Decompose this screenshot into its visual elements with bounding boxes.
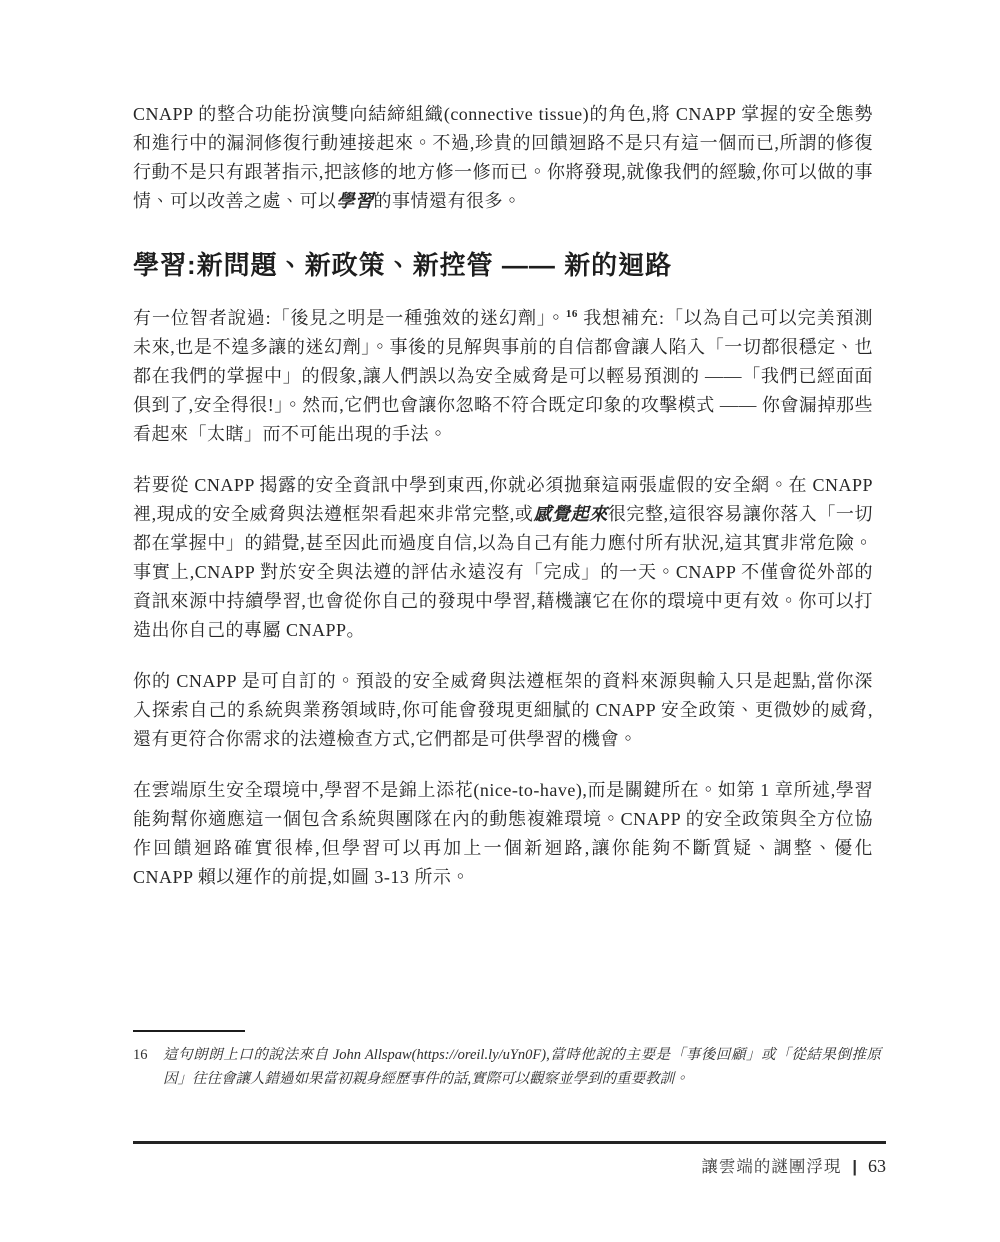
page-footer (133, 1141, 886, 1177)
footnote-text (163, 1043, 881, 1091)
paragraph-learning-loop: 在雲端原生安全環境中,學習不是錦上添花(nice-to-have),而是關鍵所在。如第 1 章所述,學習能夠幫你適應這一個包含系統與團隊在內的動態複雜環境。CNAPP 的安全政策與全方位協作回饋迴路確實很棒,但學習可以再加上一個新迴路,讓你能夠不斷質疑、調整、優化 CNAPP 賴以運作的前提,如圖 3-13 所示。 (133, 780, 873, 887)
intro-paragraph-tail: 的事情還有很多。 (373, 191, 522, 211)
paragraph-false-safety-net (133, 471, 873, 645)
footnote-16 (133, 1043, 881, 1091)
footer-line (133, 1153, 886, 1177)
page-number: 63 (868, 1155, 886, 1176)
footnote-text-post: ),當時他說的主要是「事後回顧」或「從結果倒推原因」往往會讓人錯過如果當初親身經歷事件的話,實際可以觀察並學到的重要教訓。 (163, 1047, 882, 1087)
chapter-title: 讓雲端的謎團浮現 (701, 1157, 842, 1176)
paragraph-customizable-cnapp: 你的 CNAPP 是可自訂的。預設的安全威脅與法遵框架的資料來源與輸入只是起點,當你深入探索自己的系統與業務領域時,你可能會發現更細膩的 CNAPP 安全政策、更微妙的威脅,還有更符合你需求的法遵檢查方式,它們都是可供學習的機會。 (133, 671, 873, 749)
emphasis-feels-like: 感覺起來 (533, 504, 608, 524)
footnote-reference-16: 16 (565, 308, 578, 320)
paragraph-false-safety-net-text: 若要從 CNAPP 揭露的安全資訊中學到東西,你就必須拋棄這兩張虛假的安全網。在 CNAPP 裡,現成的安全威脅與法遵框架看起來非常完整,或 (133, 475, 873, 524)
footnote-marker: 16 (133, 1047, 148, 1063)
paragraph-hindsight-text: 有一位智者說過:「後見之明是一種強效的迷幻劑」。 (133, 308, 566, 328)
footnote-text-pre: 這句朗朗上口的說法來自 John Allspaw( (163, 1047, 417, 1063)
footnote-block (133, 1030, 881, 1091)
footer-rule (133, 1141, 886, 1144)
footnote-separator-rule (133, 1030, 245, 1032)
paragraph-false-safety-net-tail: 很完整,這很容易讓你落入「一切都在掌握中」的錯覺,甚至因此而過度自信,以為自己有能力應付所有狀況,這其實非常危險。事實上,CNAPP 對於安全與法遵的評估永遠沒有「完成」的一天。CNAPP 不僅會從外部的資訊來源中持續學習,也會從你自己的發現中學習,藉機讓它在你的環境中更有效。你可以打造出你自己的專屬 CNAPP。 (133, 504, 874, 640)
intro-paragraph (133, 100, 873, 216)
content-column (133, 100, 873, 914)
footnote-url: https://oreil.ly/uYn0F (416, 1047, 542, 1063)
paragraph-hindsight (133, 304, 873, 449)
intro-paragraph-text: CNAPP 的整合功能扮演雙向結締組織(connective tissue)的角色,將 CNAPP 掌握的安全態勢和進行中的漏洞修復行動連接起來。不過,珍貴的回饋迴路不是只有這一個而已,所謂的修復行動不是只有跟著指示,把該修的地方修一修而已。你將發現,就像我們的經驗,你可以做的事情、可以改善之處、可以 (133, 104, 873, 211)
emphasis-learning: 學習 (336, 191, 374, 211)
footer-separator: | (852, 1157, 857, 1176)
section-heading: 學習:新問題、新政策、新控管 —— 新的迴路 (133, 250, 673, 280)
paragraph-hindsight-tail: 我想補充:「以為自己可以完美預測未來,也是不遑多讓的迷幻劑」。事後的見解與事前的自信都會讓人陷入「一切都很穩定、也都在我們的掌握中」的假象,讓人們誤以為安全威脅是可以輕易預測的 ——「我們已經面面俱到了,安全得很!」。然而,它們也會讓你忽略不符合既定印象的攻擊模式 —— 你會漏掉那些看起來「太瞎」而不可能出現的手法。 (133, 308, 874, 444)
